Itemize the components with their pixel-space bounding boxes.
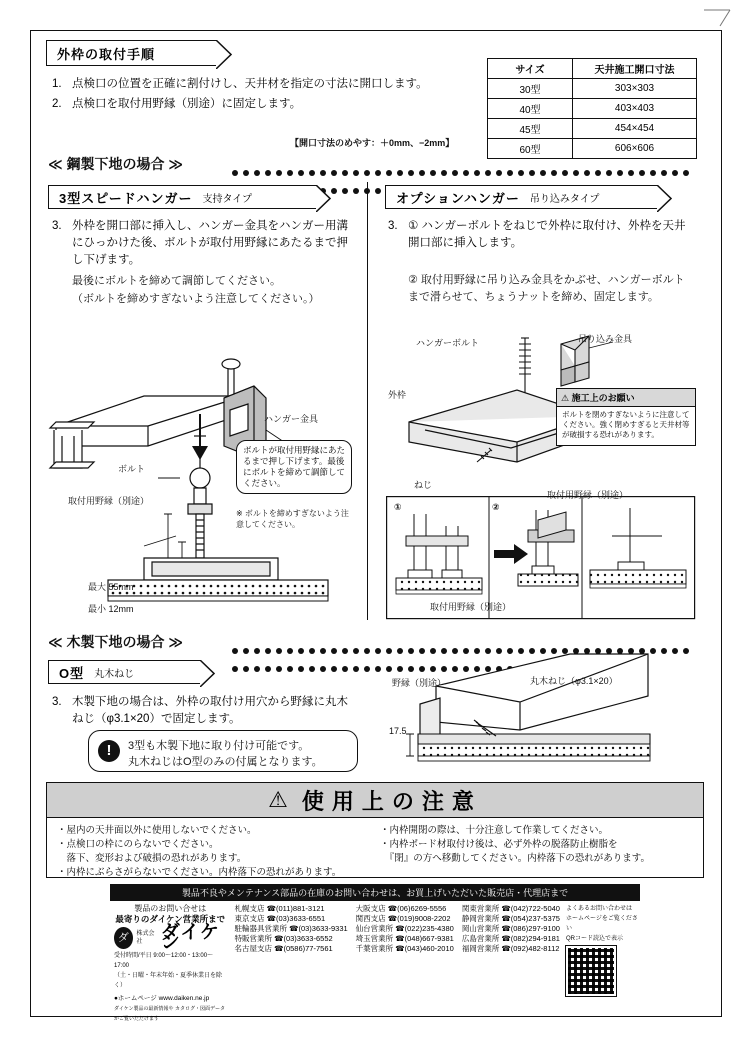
office-name: 関東営業所 (461, 904, 500, 913)
steel-left-step-2: 最後にボルトを締めて調節してください。 (72, 275, 281, 287)
footer-qr-block (564, 901, 640, 1027)
office-name: 特販営業所 (234, 934, 273, 943)
page-title: 外枠の取付手順 (57, 46, 156, 62)
section-heading-text: 鋼製下地の場合 (66, 156, 165, 172)
office-tel: (06)6269-5556 (397, 904, 447, 913)
callout-bolt-caution: ※ ボルトを締めすぎないよう注意してください。 (236, 509, 349, 529)
caution-line: ・屋内の天井面以外に使用しないでください。 (57, 825, 257, 836)
step-text: 外枠を開口部に挿入し、ハンガー金具をハンガー用溝にひっかけた後、ボルトが取付用野縁にあたるまで押し下げます。 (72, 220, 348, 266)
footer-lead-1: 製品のお問い合せは (134, 904, 207, 913)
office-name: 福岡営業所 (461, 944, 500, 953)
office-tel: (054)237-5375 (510, 914, 560, 923)
label-hanger-bolt: ハンガーボルト (416, 338, 480, 348)
office-name: 駐輪器具営業所 (234, 924, 288, 933)
office-tel: (022)235-4380 (404, 924, 454, 933)
table-row (488, 99, 697, 119)
callout-bolt-instruction: ボルトが取付用野縁にあたるまで押し下げます。最後にボルトを締めて調節してください。 (236, 440, 352, 494)
label-dimension-17-5: 17.5 (389, 726, 407, 736)
caution-title: 使用上の注意 (301, 788, 482, 814)
step-text: ① ハンガーボルトをねじで外枠に取付け、外枠を天井開口部に挿入します。 (408, 220, 686, 249)
column-divider (367, 182, 368, 620)
header-step-1 (52, 76, 482, 93)
qr-note-3: QRコード読込で表示 (565, 936, 623, 942)
qr-note-2: ホームページをご覧ください (565, 916, 638, 932)
banner-sublabel: 支持タイプ (202, 193, 252, 205)
step-text: 点検口を取付用野縁（別途）に固定します。 (72, 98, 302, 110)
section-heading-steel: ≪ 鋼製下地の場合 ≫ (48, 156, 184, 172)
wood-step (52, 694, 352, 728)
footer-top-note: 製品不良やメンテナンス部品の在庫のお問い合わせは、お買上げいただいた販売店・代理店まで (110, 884, 640, 901)
section-heading-text: 木製下地の場合 (66, 634, 165, 650)
caution-body (47, 818, 703, 886)
table-header-cell: 天井施工開口寸法 (573, 59, 697, 79)
table-cell: 30型 (488, 79, 573, 99)
step-text: 木製下地の場合は、外枠の取付け用穴から野縁に丸木ねじ（φ3.1×20）で固定します。 (72, 696, 348, 725)
office-name: 東京支店 (234, 914, 265, 923)
banner-tail-icon (200, 660, 214, 685)
wood-note-1: 3型も木製下地に取り付け可能です。 (128, 740, 310, 752)
caution-band (46, 782, 704, 878)
caution-line: 『閉』の方へ移動してください。内枠落下の恐れがあります。 (380, 853, 650, 864)
table-header-row (488, 59, 697, 79)
header-step-2 (52, 96, 482, 113)
steel-right-step (388, 218, 688, 252)
office-name: 千葉営業所 (355, 944, 394, 953)
banner-label: 3型スピードハンガー (59, 190, 193, 206)
label-min-dimension: 最小 12mm (88, 604, 134, 614)
office-name: 岡山営業所 (461, 924, 500, 933)
section-heading-wood: ≪ 木製下地の場合 ≫ (48, 634, 184, 650)
office-tel: (019)9008-2202 (397, 914, 451, 923)
heading-dot-rule (232, 164, 702, 170)
steel-left-step (52, 218, 352, 269)
banner-label: O型 (59, 665, 85, 681)
office-name: 埼玉営業所 (355, 934, 394, 943)
caution-left-column (57, 824, 370, 880)
caution-line: ・内枠開閉の際は、十分注意して作業してください。 (380, 825, 609, 836)
office-tel: (0586)77-7561 (283, 944, 333, 953)
office-tel: (082)294-9181 (510, 934, 560, 943)
table-cell: 60型 (488, 139, 573, 159)
label-step-2-number: ② (492, 502, 500, 512)
corner-fold-icon (702, 8, 732, 30)
wood-base-diagram (380, 648, 690, 774)
banner-sublabel: 吊り込みタイプ (529, 193, 600, 205)
construction-warning-box (556, 388, 696, 446)
label-bolt: ボルト (118, 464, 146, 474)
office-tel: (042)722-5040 (510, 904, 560, 913)
table-cell: 45型 (488, 119, 573, 139)
table-cell: 403×403 (573, 99, 697, 119)
footer-office-column-3: 関東営業所 ☎(042)722-5040 静岡営業所 ☎(054)237-5375 岡山営業所 ☎(086)297-9100 広島営業所 ☎(082)294-9181 福岡営業所 ☎(092)482-8112 (461, 904, 560, 953)
exclamation-icon: ! (98, 740, 120, 762)
step-text: 点検口の位置を正確に割付けし、天井材を指定の寸法に開口します。 (72, 78, 428, 90)
footer-company-small: 株式会社 (136, 931, 155, 945)
footer-content (110, 901, 640, 1027)
warning-triangle-icon: ⚠ (268, 787, 288, 812)
step-number: 3. (52, 220, 62, 232)
office-name: 広島営業所 (461, 934, 500, 943)
banner-label: オプションハンガー (396, 190, 520, 206)
caution-line: ・点検口の枠にのらないでください。 (57, 839, 219, 850)
banner-o-type (48, 660, 200, 684)
banner-tail-icon (316, 185, 330, 210)
label-screw: ねじ (414, 480, 433, 490)
steel-left-step-3: （ボルトを締めすぎないよう注意してください。） (72, 293, 320, 305)
opening-dimension-note: 【開口寸法のめやす：＋0mm、−2mm】 (290, 138, 455, 148)
office-tel: (03)3633-9331 (298, 924, 348, 933)
footer-homepage: ●ホームページ www.daiken.ne.jp (114, 995, 210, 1002)
label-noburi-right: 取付用野縁（別途） (547, 490, 629, 500)
footer-hours: 受付時間/平日 9:00～12:00・13:00～17:00 (114, 953, 214, 969)
label-max-dimension: 最大 55mm (88, 582, 134, 592)
office-tel: (03)3633-6552 (283, 934, 333, 943)
office-tel: (043)460-2010 (404, 944, 454, 953)
label-step-1-number: ① (394, 502, 402, 512)
banner-tail-icon (216, 40, 230, 67)
brand-mark-icon: ダ (114, 927, 133, 949)
office-tel: (086)297-9100 (510, 924, 560, 933)
office-name: 札幌支店 (234, 904, 265, 913)
table-cell: 303×303 (573, 79, 697, 99)
caution-line: ・内枠ボード材取付け後は、必ず外枠の脱落防止樹脂を (380, 839, 618, 850)
step-number: 3. (388, 220, 398, 232)
footer-company-block (110, 901, 231, 1027)
label-hanger-metal: ハンガー金具 (264, 414, 319, 424)
caution-line: 落下、変形および破損の恐れがあります。 (57, 853, 247, 864)
step-number: 2. (52, 98, 62, 110)
banner-tail-icon (657, 185, 671, 210)
table-row (488, 119, 697, 139)
banner-option-hanger (385, 185, 657, 209)
office-name: 静岡営業所 (461, 914, 500, 923)
qr-note-1: よくあるお問い合わせは (565, 906, 632, 912)
office-tel: (092)482-8112 (510, 944, 560, 953)
table-cell: 454×454 (573, 119, 697, 139)
table-row (488, 139, 697, 159)
office-name: 名古屋支店 (234, 944, 273, 953)
table-header-cell: サイズ (488, 59, 573, 79)
table-cell: 40型 (488, 99, 573, 119)
office-tel: (048)667-9381 (404, 934, 454, 943)
caution-right-column (380, 824, 693, 880)
footer-lead-2: 最寄りのダイケン営業所まで (115, 914, 226, 924)
step-number: 1. (52, 78, 62, 90)
footer-office-column-2: 大阪支店 ☎(06)6269-5556 関西支店 ☎(019)9008-2202 仙台営業所 ☎(022)235-4380 埼玉営業所 ☎(048)667-9381 千葉営業所 ☎(043)460-2010 (355, 904, 454, 953)
office-name: 関西支店 (355, 914, 386, 923)
table-cell: 606×606 (573, 139, 697, 159)
footer-office-column-1: 札幌支店 ☎(011)881-3121 東京支店 ☎(03)3633-6551 駐輪器具営業所 ☎(03)3633-9331 特販営業所 ☎(03)3633-6552 名古屋支店 ☎(0586)77-7561 (234, 904, 348, 953)
label-noburi-wood: 野縁（別途） (392, 678, 447, 688)
footer-company: ダイケン (160, 922, 220, 953)
office-tel: (03)3633-6551 (275, 914, 326, 923)
header-banner (46, 40, 216, 66)
office-name: 仙台営業所 (355, 924, 394, 933)
label-outer-frame: 外枠 (388, 390, 407, 400)
table-row (488, 79, 697, 99)
office-name: 大阪支店 (355, 904, 386, 913)
label-wood-screw: 丸木ねじ（φ3.1×20） (530, 676, 618, 686)
step-number: 3. (52, 696, 62, 708)
banner-speed-hanger (48, 185, 316, 209)
warning-body: ボルトを閉めすぎないように注意してください。強く閉めすぎると天井材等が破損する恐れがあります。 (562, 410, 690, 439)
caution-title-bar (47, 783, 703, 818)
label-hook-metal: 吊り込み金具 (578, 334, 633, 344)
footer-band (110, 884, 640, 1022)
office-tel: (011)881-3121 (275, 904, 325, 913)
caution-line: ・内枠にぶらさがらないでください。内枠落下の恐れがあります。 (57, 867, 342, 878)
wood-note-2: 丸木ねじはO型のみの付属となります。 (128, 756, 323, 768)
label-noburi-step: 取付用野縁（別途） (430, 602, 512, 612)
footer-hours-2: （土・日曜・年末年始・夏季休業日を除く） (114, 973, 223, 989)
warning-title: ⚠ 施工上のお願い (557, 389, 695, 407)
footer-homepage-sub: ダイケン製品の最新情報や カタログ・図面データがご覧いただけます (114, 1006, 225, 1022)
banner-sublabel: 丸木ねじ (94, 668, 135, 680)
size-table (487, 58, 697, 159)
steel-right-step-2: ② 取付用野縁に吊り込み金具をかぶせ、ハンガーボルトまで滑らせて、ちょうナットを締め、固定します。 (408, 274, 685, 303)
label-noburi: 取付用野縁（別途） (68, 496, 150, 506)
qr-code-icon (566, 946, 616, 996)
